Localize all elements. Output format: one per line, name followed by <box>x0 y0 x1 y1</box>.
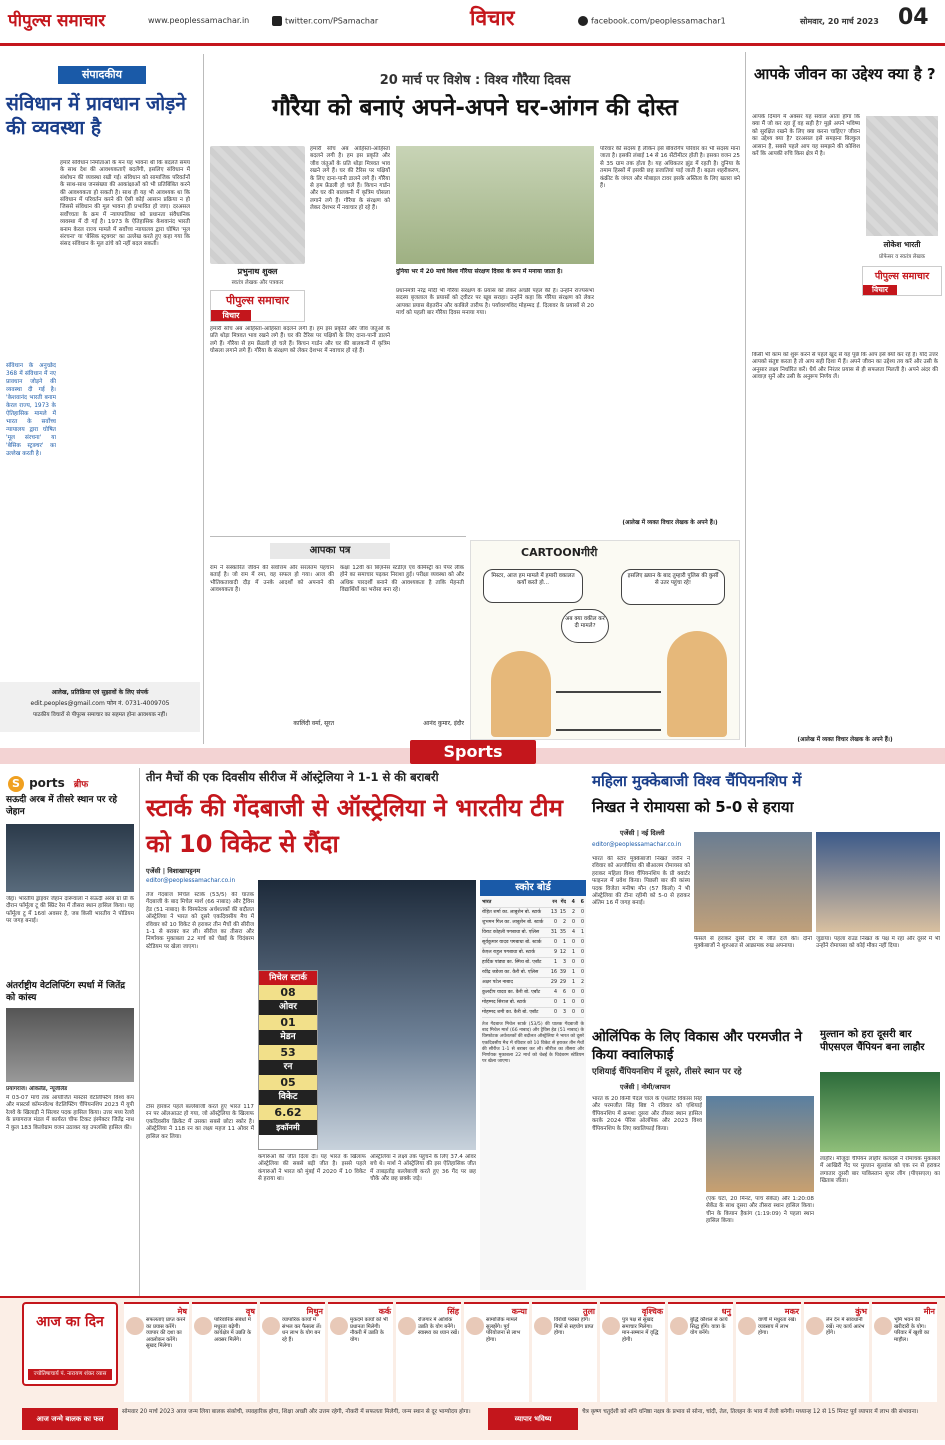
letter-2: कक्षा 12वीं का बिज़नेस स्टडीज़ एवं केमिस्ट्री का पेपर लीक होने का समाचार पढ़कर निराशा हुई। परीक्षा व्यवस्था को और अधिक पारदर्शी बनाने की आवश्यकता है ताकि मेहनती विद्यार्थियों का भरोसा बना रहे। <box>340 565 464 594</box>
starc-maiden-lbl: मेडन <box>259 1030 317 1045</box>
editorial-label: संपादकीय <box>58 66 146 84</box>
scorecard-player: मोहम्मद शमी का. कैरी बो. एबॉट <box>482 1010 539 1015</box>
footer-contact[interactable]: edit.peoples@gmail.com फोन नं. 0731-4009705 <box>30 700 170 707</box>
scorecard-header-row <box>482 898 584 908</box>
scorecard-stat: 0 <box>553 1010 557 1015</box>
scorecard-row <box>482 928 584 938</box>
zodiac-name: तुला <box>582 1307 595 1316</box>
zodiac-text: पुत्र पक्ष से सुखद समाचार मिलेगा। मान-सम्मान में वृद्धि होगी। <box>622 1317 659 1343</box>
brief-2-dateline: प्रयागराज। ऑकलैंड, न्यूजीलैंड <box>6 1086 68 1092</box>
side-body-2: किसी भी काम को शुरू करने से पहले खुद से यह पूछें कि आप इसे क्यों कर रहे हैं। यदि उत्तर आपको संतुष्ट करता है तो आप सही दिशा में हैं। अपने जीवन का उद्देश्य तय करें और उसी के अनुसार लक्ष्य निर्धारित करें। धैर्य और निरंतर प्रयास से ही सफलता मिलती है। अपने अंदर की आवाज़ सुनें और उसी के अनुरूप निर्णय लें। <box>752 352 938 381</box>
scorecard-stat: 3 <box>562 1010 566 1015</box>
zodiac-name: मकर <box>784 1307 799 1316</box>
zodiac-row <box>124 1302 940 1402</box>
sparrow-photo <box>396 146 594 264</box>
zodiac-icon <box>670 1317 688 1335</box>
letter-1-author: कालिंदी वर्मा, सूरत <box>293 720 334 727</box>
scorecard-player: केएल राहुल पगबाधा बो. स्टार्क <box>482 950 536 955</box>
scorecard-stat: 1 <box>562 940 566 945</box>
starc-stat-box <box>258 970 318 1150</box>
scorecard-table <box>480 896 586 1020</box>
zodiac-sign <box>260 1302 325 1402</box>
scorecard-stat: 0 <box>571 920 575 925</box>
scorecard-stat: 12 <box>559 950 566 955</box>
scorecard-stat: 0 <box>571 1000 575 1005</box>
zodiac-icon <box>330 1317 348 1335</box>
issue-date: सोमवार, 20 मार्च 2023 <box>800 17 879 26</box>
brief-2-photo <box>6 1008 134 1082</box>
olympic-body: भारत के 20 किमी पैदल चाल के एथलीट विकास सिंह और परमजीत सिंह बिष्ट ने रविवार को एशियाई चैंपियनशिप में क्रमशः दूसरा और तीसरा स्थान हासिल करके 2024 पेरिस ओलंपिक और 2023 विश्व चैंपियनशिप के लिए क्वालिफाई किया। <box>592 1096 702 1132</box>
masthead <box>0 0 945 46</box>
facebook-text: facebook.com/peoplessamachar1 <box>591 16 726 26</box>
scorecard-stat: 0 <box>571 940 575 945</box>
scorecard-stat: 1 <box>571 970 575 975</box>
divider <box>203 54 204 744</box>
cartoon-bubble-1: मिस्टर, आज हम मामले में हमारी वकालत कर्यो करते हो... <box>483 569 583 603</box>
scorecard-row <box>482 1008 584 1018</box>
scorecard-stat: 0 <box>571 1010 575 1015</box>
scorecard-row <box>482 978 584 988</box>
editorial-section <box>0 52 200 747</box>
lahore-headline: मुल्तान को हरा दूसरी बार पीएसएल चैंपियन बना लाहौर <box>820 1029 925 1053</box>
scorecard-row <box>482 968 584 978</box>
starc-wkts-val: 05 <box>259 1075 317 1090</box>
twitter-link[interactable] <box>272 16 378 26</box>
scorecard-player: मोहम्मद सिराज बो. स्टार्क <box>482 1000 527 1005</box>
feature-body-col3: परिवार की सदस्य है लेकिन इसे बीवरगिप परिवार का भी सदस्य माना जाता है। इसकी लंबाई 14 से 16 सेंटीमीटर होती है। इसका वजन 25 से 35 ग्राम तक होता है। यह अधिकतर झुंड में रहती है। दुनिया के तमाम हिस्सों में इसकी छह प्रजातियां पाई जाती हैं। बढ़ता शहरीकरण, कंक्रीट के जंगल और मोबाइल टावर इसके अस्तित्व के लिए खतरा बने हैं। <box>600 146 740 190</box>
zodiac-text: रोजगार में आशिक उन्नति के योग बनेंगे। स्वास्थ्य का ध्यान रखें। <box>418 1317 459 1337</box>
scorecard-stat: 39 <box>559 970 566 975</box>
starc-econ-lbl: इकॉनमी <box>259 1120 317 1135</box>
zodiac-icon <box>398 1317 416 1335</box>
scorecard-player: रोहित शर्मा का. लाबुशेन बो. स्टार्क <box>482 910 542 915</box>
side-author-note: (आलेख में व्यक्त विचार लेखक के अपने हैं।) <box>797 737 893 743</box>
zodiac-icon <box>466 1317 484 1335</box>
zodiac-text: सामाजिक मामले सुलझेंगे। पूर्व परियोजना से लाभ होगा। <box>486 1317 521 1343</box>
cartoon-railing <box>556 691 661 731</box>
author-role: स्वतंत्र लेखक और पत्रकार <box>231 280 284 286</box>
brief-1-body: जेद्दा। भारतीय ड्राइवर जेहान दारूवाला ने सऊदी अरब ग्रां प्री के दौरान फॉर्मूला टू की स्प्रिंट रेस में तीसरा स्थान हासिल किया। यह फॉर्मूला टू में 16वां अवसर है, जब किसी भारतीय ने पोडियम पर जगह बनाई। <box>6 896 134 925</box>
cartoon-bubble-2: अब क्या वकील कर दी मामले? <box>561 609 609 643</box>
zodiac-sign <box>804 1302 869 1402</box>
brief-suffix: ब्रीफ <box>73 780 89 790</box>
section-title: विचार <box>470 6 515 30</box>
brief-1-photo <box>6 824 134 892</box>
boxing-photo-2 <box>816 832 940 932</box>
scorecard-stat: 4 <box>571 930 575 935</box>
starc-econ-val: 6.62 <box>259 1105 317 1120</box>
zodiac-name: धनु <box>721 1307 731 1316</box>
facebook-link[interactable] <box>578 16 726 26</box>
scorecard-row <box>482 938 584 948</box>
cartoon-bubble-3: इसलिए ख़्यान के बाद तुम्हारी पुलिस की कुर्सी से उतर पहुंचा रहे! <box>621 569 725 605</box>
side-brand-logo: पीपुल्स समाचार <box>874 271 930 282</box>
zodiac-sign <box>532 1302 597 1402</box>
scorecard-player: रवींद्र जडेजा का. कैरी बो. एलिस <box>482 970 539 975</box>
scorecard-player: कुलदीप यादव का. कैरी बो. एबॉट <box>482 990 541 995</box>
twitter-text: twitter.com/PSamachar <box>285 16 379 26</box>
lahore-photo <box>820 1072 940 1152</box>
starc-maiden-val: 01 <box>259 1015 317 1030</box>
letters-section <box>210 536 466 746</box>
boxing-body-2: फैसले से हराकर दूसरे दौर में जीत दर्ज की। दोनों मुक्केबाजों ने शुरुआत से आक्रामक रुख अपनाया। <box>694 936 812 950</box>
zodiac-text: व्यापारिक कार्यों में संभल कर फैसला लें। धन लाभ के योग बन रहे हैं। <box>282 1317 322 1343</box>
feature-body-col1: हमारी सोच अब आहिस्ता-आहिस्ता बदलने लगी है। हम इस प्रकृति और जीव जंतुओं के प्रति थोड़ा मित्रवत भाव रखने लगे हैं। घर की टैरिस पर पक्षियों के लिए दाना-पानी डालने लगे हैं। गौरैया से हम फ्रेंडली हो चले हैं। किचन गार्डन और घर की बालकनी में कृत्रिम घोसला लगाने लगे हैं। गौरैया के संरक्षण को लेकर देशभर में नवाचार हो रहे हैं। <box>310 146 390 212</box>
scorecard-stat: 1 <box>571 950 575 955</box>
scorecard-stat: 29 <box>559 980 566 985</box>
scorecard-title: स्कोर बोर्ड <box>480 880 586 896</box>
cricket-body-4: ऑस्ट्रेलिया ने लक्ष्य तक पहुंचने के लिए 37.4 ओवर बचे थे। मार्श ने ऑस्ट्रेलिया की इस ऐतिहासिक जीत में ताबड़तोड़ बल्लेबाजी करते हुए 36 गेंद पर छह चौके और छह छक्के जड़े। <box>370 1154 476 1183</box>
scorecard-player: विराट कोहली पगबाधा बो. एलिस <box>482 930 540 935</box>
zodiac-name: सिंह <box>447 1307 459 1316</box>
scorecard-stat: 0 <box>580 950 584 955</box>
editorial-body: हमारे संविधान निर्माताओं के मन यह भावना थी कि बदलते समय के साथ देश की आवश्यकताएँ बदलेंगी, इसलिए संविधान में संशोधन की व्यवस्था रखी गई। संविधान को सामाजिक परिवर्तनों के साथ-साथ जनसंख्या की आकांक्षाओं को भी प्रतिबिंबित करने की आवश्यकता हो सकती है। साथ ही यह भी आवश्यक था कि संविधान में परिवर्तन करने की ऐसी कोई आसान प्रक्रिया न हो जिससे संविधान की मूल भावना ही प्रभावित हो जाए। दरअसल सर्वोच्चता के क्रम में न्यायपालिका को प्रधानता संवैधानिक व्यवस्था में दी गई है। 1973 के ऐतिहासिक केशवानंद भारती बनाम केरल राज्य मामले में सर्वोच्च न्यायालय द्वारा घोषित 'मूल संरचना' या 'बेसिक स्ट्रक्चर' का उल्लेख करते हुए कहा गया कि संसद संविधान के मूल ढांचे को नहीं बदल सकती। <box>60 160 190 248</box>
editorial-footer <box>0 682 200 732</box>
cartoon-figure-right <box>667 631 727 737</box>
zodiac-text: सफलताएं प्राप्त करने का प्रयास करेंगे। व्यापार की दशा का अवलोकन करेंगे। सुखद मिलेगा। <box>146 1317 186 1350</box>
scorecard-stat: रन <box>552 900 557 905</box>
zodiac-name: वृश्चिक <box>641 1307 663 1316</box>
scorecard-player: सूर्यकुमार यादव पगबाधा बो. स्टार्क <box>482 940 542 945</box>
letter-2-author: आनंद कुमार, इंदौर <box>423 720 464 727</box>
zodiac-icon <box>262 1317 280 1335</box>
zodiac-sign <box>328 1302 393 1402</box>
boxing-photo-1 <box>694 832 812 932</box>
cartoon-figure-left <box>491 651 551 737</box>
brief-1-title: सऊदी अरब में तीसरे स्थान पर रहे जेहान <box>6 795 118 817</box>
zodiac-name: मेष <box>177 1307 187 1316</box>
scorecard-stat: 0 <box>580 960 584 965</box>
scorecard-stat: 1 <box>553 960 557 965</box>
scorecard-stat: 4 <box>571 900 575 905</box>
birthday-label: आज जन्मे बालक का फल <box>22 1408 118 1430</box>
starc-title: मिचेल स्टार्क <box>259 971 317 985</box>
horoscope-title-box <box>22 1302 118 1386</box>
zodiac-name: कुंभ <box>855 1307 867 1316</box>
scorecard-player: शुभमन गिल का. लाबुशेन बो. स्टार्क <box>482 920 544 925</box>
boxing-body: भारत की स्टार मुक्केबाजी निखत जरीन ने रविवार को अल्जीरिया की बौआलम रोमायसा को हराकर महिला विश्व चैंपियनशिप के प्री क्वार्टर फाइनल में प्रवेश किया। पिछली बार की कांस्य पदक विजेता मनीषा मौन (57 किलो) ने भी ऑस्ट्रेलिया की टीना रहीमी को 5-0 से हराकर अंतिम 16 में जगह बनाई। <box>592 856 690 907</box>
olympic-photo <box>706 1096 814 1192</box>
scorecard-stat: 0 <box>580 910 584 915</box>
scorecard-row <box>482 958 584 968</box>
boxing-agency: एजेंसी | नई दिल्ली <box>620 829 665 837</box>
scorecard-stat: 15 <box>559 910 566 915</box>
cartoon-title: CARTOONगीरी <box>521 546 598 559</box>
scorecard-row <box>482 908 584 918</box>
horoscope-subtitle: ज्योतिषाचार्य पं. नारायण शंकर व्यास <box>28 1369 112 1380</box>
side-brand <box>862 266 942 296</box>
zodiac-icon <box>874 1317 892 1335</box>
author-photo <box>210 146 305 264</box>
feature-author-note: (आलेख में व्यक्त विचार लेखक के अपने हैं।) <box>622 520 718 526</box>
scorecard-stat: 2 <box>571 910 575 915</box>
boxing-headline-2: निखत ने रोमायसा को 5-0 से हराया <box>592 798 794 816</box>
scorecard-stat: 0 <box>553 920 557 925</box>
brand-section: विचार <box>211 310 251 321</box>
zodiac-text: बुद्धि कौशल से कार्य सिद्ध होंगे। यात्रा के योग बनेंगे। <box>690 1317 728 1337</box>
scorecard-stat: 16 <box>550 970 557 975</box>
scorecard-stat: 1 <box>562 1000 566 1005</box>
zodiac-icon <box>126 1317 144 1335</box>
starc-wkts-lbl: विकेट <box>259 1090 317 1105</box>
cricket-body-2b: टॉस हारकर पहले बल्लेबाजी करते हुए भारत 117 रन पर ऑलआउट हो गया, जो ऑस्ट्रेलिया के खिलाफ एकदिवसीय क्रिकेट में उसका सबसे छोटा स्कोर है। ऑस्ट्रेलिया ने 118 रन का लक्ष्य महज 11 ओवर में हासिल कर लिया। <box>146 1104 254 1140</box>
scorecard-stat: 29 <box>550 980 557 985</box>
page-number: 04 <box>898 5 929 30</box>
footer-title: आलेख, प्रतिक्रिया एवं सुझावों के लिए संपर्क <box>51 689 149 696</box>
scorecard-stat: 6 <box>562 990 566 995</box>
scorecard-stat: 3 <box>562 960 566 965</box>
zodiac-text: मुकदमे कार्यों को भी प्रधानता मिलेगी। नौकरी में उन्नति के योग। <box>350 1317 388 1343</box>
brief-ports: ports <box>29 776 65 790</box>
starc-runs-val: 53 <box>259 1045 317 1060</box>
cartoon-panel <box>470 540 740 740</box>
side-body-1: आपके दिमाग में अक्सर यह सवाल आता होगा कि क्या मैं जो कर रहा हूँ वह सही है? मुझे अपने भविष्य को सुरक्षित रखने के लिए क्या करना चाहिए? जीवन का उद्देश्य क्या है? दरअसल इसे समझना बिल्कुल आसान है, सबसे पहले आप यह समझने की कोशिश करें कि आपकी रुचि किस क्षेत्र में है। <box>752 114 860 158</box>
zodiac-text: पारिवारिक संबंधों में मधुरता बढ़ेगी। कार्यक्षेत्र में उन्नति के अवसर मिलेंगे। <box>214 1317 252 1343</box>
zodiac-name: मिथुन <box>306 1307 323 1316</box>
sports-brief <box>0 768 140 1308</box>
brief-header <box>8 772 88 792</box>
side-column <box>745 52 941 747</box>
letters-title: आपका पत्र <box>270 543 390 559</box>
website-url[interactable]: www.peoplessamachar.in <box>148 16 250 25</box>
boxing-headline-1: महिला मुक्केबाजी विश्व चैंपियनशिप में <box>592 772 802 790</box>
side-brand-section: विचार <box>863 285 897 295</box>
side-author-photo <box>866 116 938 236</box>
olympic-subhead: एशियाई चैंपियनशिप में दूसरे, तीसरे स्थान पर रहे <box>592 1067 742 1077</box>
starc-overs-lbl: ओवर <box>259 1000 317 1015</box>
business-label: व्यापार भविष्य <box>488 1408 578 1430</box>
cricket-kicker: तीन मैचों की एक दिवसीय सीरीज में ऑस्ट्रेलिया ने 1-1 से की बराबरी <box>146 770 439 784</box>
zodiac-sign <box>124 1302 189 1402</box>
zodiac-text: भूमि भवन की खरीदारी के योग। परिवार में खुशी का माहौल। <box>894 1317 930 1343</box>
zodiac-text: वाणी में मधुरता रखें। व्यवसाय में लाभ होगा। <box>758 1317 797 1337</box>
olympic-caption: (एक घंटा, 20 मिनट, पांच सेकेंड) और 1:20:08 सेकेंड के साथ दूसरा और तीसरा स्थान हासिल किया। चीन के कियान हैकांग (1:19:09) ने पहला स्थान हासिल किया। <box>706 1196 814 1225</box>
zodiac-name: मीन <box>923 1307 935 1316</box>
scorecard-stat: 0 <box>571 990 575 995</box>
twitter-icon <box>272 16 282 26</box>
scorecard-stat: 9 <box>553 950 557 955</box>
zodiac-icon <box>806 1317 824 1335</box>
boxing-body-3: जुडाया। पहला राउंड निखत के पक्ष में रहा और दूसरे में भी उन्होंने रोमायसा को कोई मौका नहीं दिया। <box>816 936 940 950</box>
scorecard-stat: 13 <box>550 910 557 915</box>
feature-kicker: 20 मार्च पर विशेष : विश्व गौरैया दिवस <box>379 73 571 88</box>
editorial-pull-quote: संविधान के अनुच्छेद 368 में संविधान में नए प्रावधान जोड़ने की व्यवस्था दी गई है। 'केशवानंद भारती बनाम केरल राज्य, 1973 के ऐतिहासिक मामले में भारत के सर्वोच्च न्यायालय द्वारा घोषित 'मूल संरचना' या 'बेसिक स्ट्रक्चर' का उल्लेख करती है। <box>6 363 56 457</box>
feature-brand <box>210 290 305 322</box>
lahore-body: लाहौर। मौजूदा चैंपियन लाहौर कलंदर्स ने रोमांचक मुकाबले में आखिरी गेंद पर मुल्तान सुल्तांस को एक रन से हराकर लगातार दूसरी बार पाकिस्तान सुपर लीग (पीएसएल) का खिताब जीता। <box>820 1156 940 1185</box>
scorecard-stat: 1 <box>571 980 575 985</box>
zodiac-icon <box>534 1317 552 1335</box>
facebook-icon <box>578 16 588 26</box>
scorecard-row <box>482 988 584 998</box>
cricket-body-3: कंगारुओं की जीत दिला दी। यह भारत के खिलाफ ऑस्ट्रेलिया की सबसे बड़ी जीत है। इससे पहले कंगारुओं ने भारत को मुंबई में 2020 में 10 विकेट से हराया था। <box>258 1154 366 1183</box>
zodiac-sign <box>736 1302 801 1402</box>
olympic-headline: ओलिंपिक के लिए विकास और परमजीत ने किया क्वालिफाई <box>592 1029 802 1063</box>
zodiac-name: कन्या <box>511 1307 527 1316</box>
zodiac-name: वृष <box>245 1307 255 1316</box>
zodiac-icon <box>602 1317 620 1335</box>
cricket-headline: स्टार्क की गेंदबाजी से ऑस्ट्रेलिया ने भारतीय टीम को 10 विकेट से रौंदा <box>146 794 563 858</box>
scorecard-stat: 0 <box>553 940 557 945</box>
scorecard-player: हार्दिक पांड्या का. स्मिथ बो. एबॉट <box>482 960 542 965</box>
brand-logo: पीपुल्स समाचार <box>226 294 289 307</box>
scorecard-player: भारत <box>482 900 492 905</box>
horoscope-title: आज का दिन <box>36 1314 104 1330</box>
zodiac-text: विरोधी परास्त होंगे। मित्रों से सहयोग प्राप्त होगा। <box>554 1317 594 1337</box>
scorecard-stat: 35 <box>559 930 566 935</box>
olympic-agency: एजेंसी | नोमी/जापान <box>620 1083 671 1091</box>
side-author-name: लोकेश भारती <box>883 240 921 249</box>
zodiac-sign <box>396 1302 461 1402</box>
author-name: प्रभुनाथ शुक्ल <box>237 267 278 276</box>
letter-1: राम ने संस्कारित जीवन की सर्वोत्तम और सरलतम पहचान बताई है। जो राम में रमा, वह सफल हो गया। आज की भौतिकतावादी दौड़ में उनके आदर्शों को अपनाने की आवश्यकता है। <box>210 565 334 594</box>
logo: पीपुल्स समाचार <box>8 11 106 31</box>
scorecard-stat: 2 <box>580 980 584 985</box>
zodiac-icon <box>738 1317 756 1335</box>
feature-body-col1b: हमारी सोच अब आहिस्ता-आहिस्ता बदलने लगी है। हम इस प्रकृति और जीव जंतुओं के प्रति थोड़ा मित्रवत भाव रखने लगे हैं। घर की टैरिस पर पक्षियों के लिए दाना-पानी डालने लगे हैं। गौरैया से हम फ्रेंडली हो चले हैं। किचन गार्डन और घर की बालकनी में कृत्रिम घोसला लगाने लगे हैं। गौरैया के संरक्षण को लेकर देशभर में नवाचार हो रहे हैं। <box>210 326 390 355</box>
zodiac-icon <box>194 1317 212 1335</box>
scorecard-extra: तेज गेंदबाज मिचेल स्टार्क (53/5) की घातक गेंदबाजी के बाद मिचेल मार्श (66 नाबाद) और ट्रैविस हेड (51 नाबाद) के विस्फोटक अर्धशतकों की बदौलत ऑस्ट्रेलिया ने भारत को दूसरे एकदिवसीय मैच में रविवार को 10 विकेट से हराकर तीन मैचों की सीरीज 1-1 से बराबर कर ली। सीरीज का तीसरा और निर्णायक मुकाबला 22 मार्च को चेन्नई के चिदंबरम स्टेडियम पर खेला जाएगा। <box>482 1022 584 1065</box>
scorecard-stat: 0 <box>580 920 584 925</box>
horoscope-strip <box>0 1296 945 1440</box>
scorecard-stat: 0 <box>580 1000 584 1005</box>
scorecard-stat: 0 <box>580 990 584 995</box>
sparrow-photo-caption: दुनिया भर में 20 मार्च विश्व गौरैया संरक्षण दिवस के रूप में मनाया जाता है। <box>396 268 563 275</box>
scorecard-stat: 6 <box>580 900 584 905</box>
starc-overs-val: 08 <box>259 985 317 1000</box>
scorecard-row <box>482 918 584 928</box>
editorial-headline: संविधान में प्रावधान जोड़ने की व्यवस्था है <box>6 93 186 139</box>
scorecard-stat: 0 <box>580 940 584 945</box>
scorecard-stat: गेंद <box>560 900 566 905</box>
zodiac-sign <box>464 1302 529 1402</box>
side-title: आपके जीवन का उद्देश्य क्या है ? <box>754 65 936 83</box>
scorecard-row <box>482 998 584 1008</box>
zodiac-name: कर्क <box>378 1307 391 1316</box>
brief-2-body: में 03-07 मार्च तक आयोजित मास्टर्स वेटलिफ्टिंग विश्व कप और मास्टर्स कॉमनवेल्थ वेटलिफ्टिंग चैंपियनशिप 2023 में यूपी रेलवे के खिलाड़ी ने सिल्वर पदक हासिल किया। उत्तर मध्य रेलवे के प्रयागराज मंडल में कार्यरत चीफ टिकट इंस्पेक्टर जितेंद्र नाथ ने कुल 183 किलोग्राम वजन उठाकर यह उपलब्धि हासिल की। <box>6 1095 134 1131</box>
cricket-email[interactable]: editor@peoplessamachar.co.in <box>146 878 236 884</box>
scorecard-stat: 4 <box>553 990 557 995</box>
scorecard-stat: 1 <box>580 930 584 935</box>
zodiac-text: लेन देन में सावधानी रखें। नए कार्य आरंभ होंगे। <box>826 1317 865 1337</box>
feature-body-col2: प्रधानमंत्री नरेंद्र मोदी भी गौरैया संरक्षण के प्रयास को लेकर अच्छी पहल की है। उन्होंने राज्यसभा सदस्य बृजलाल के प्रयासों को ट्वीटर पर खूब सराहा। उन्होंने कहा कि गौरैया संरक्षण को लेकर आपका प्रयास बेहतरीन और काबिले तारीफ है। पर्यावरणविद मोहम्मद ई. दिलावर के प्रयासों से 20 मार्च को पहली बार गौरैया दिवस मनाया गया। <box>396 288 594 317</box>
cricket-agency: एजेंसी | विशाखापट्टनम <box>146 867 201 875</box>
business-text: चैत्र कृष्ण चतुर्दशी को शनि धनिष्ठा नक्षत्र के प्रभाव से सोना, चांदी, तेल, तिलहन के भाव में तेजी बनेगी। मध्यान्ह 12 से 15 मिनट पूर्व व्यापार में लाभ की संभावना। <box>582 1409 919 1415</box>
boxing-email[interactable]: editor@peoplessamachar.co.in <box>592 842 682 848</box>
footer-note: पाठकीय विचारों से पीपुल्स समाचार का सहमत होना आवश्यक नहीं। <box>32 712 168 718</box>
cricket-body-1: तेज गेंदबाज मिचेल स्टार्क (53/5) की घातक गेंदबाजी के बाद मिचेल मार्श (66 नाबाद) और ट्रैविस हेड (51 नाबाद) के विस्फोटक अर्धशतकों की बदौलत ऑस्ट्रेलिया ने भारत को दूसरे एकदिवसीय मैच में रविवार को 10 विकेट से हराकर तीन मैचों की सीरीज 1-1 से बराबर कर ली। सीरीज का तीसरा और निर्णायक मुकाबला 22 मार्च को चेन्नई के चिदंबरम स्टेडियम पर खेला जाएगा। <box>146 892 254 950</box>
starc-runs-lbl: रन <box>259 1060 317 1075</box>
zodiac-sign <box>600 1302 665 1402</box>
scorecard <box>480 880 586 1290</box>
zodiac-sign <box>192 1302 257 1402</box>
birthday-text: सोमवार 20 मार्च 2023 आज जन्म लिया बालक संकोची, व्यवहारिक होगा, शिक्षा अच्छी और उत्तम रहेगी, नौकरी में सफलता मिलेगी, जन्म स्थान से दूर भाग्योदय होगा। <box>122 1409 471 1415</box>
scorecard-stat: 0 <box>553 1000 557 1005</box>
brief-s: S <box>8 776 24 792</box>
brief-2-title: अंतर्राष्ट्रीय वेटलिफ्टिंग स्पर्धा में जितेंद्र को कांस्य <box>6 981 125 1003</box>
scorecard-stat: 0 <box>580 1010 584 1015</box>
scorecard-stat: 2 <box>562 920 566 925</box>
side-author-role: प्रोफेसर व स्वतंत्र लेखक <box>879 254 925 260</box>
scorecard-stat: 0 <box>580 970 584 975</box>
scorecard-player: अक्षर पटेल नाबाद <box>482 980 513 985</box>
sports-banner: Sports <box>410 740 536 764</box>
feature-headline: गौरैया को बनाएं अपने-अपने घर-आंगन की दोस्त <box>272 95 678 121</box>
scorecard-stat: 0 <box>571 960 575 965</box>
scorecard-row <box>482 948 584 958</box>
zodiac-sign <box>668 1302 733 1402</box>
zodiac-sign <box>872 1302 937 1402</box>
scorecard-stat: 31 <box>550 930 557 935</box>
